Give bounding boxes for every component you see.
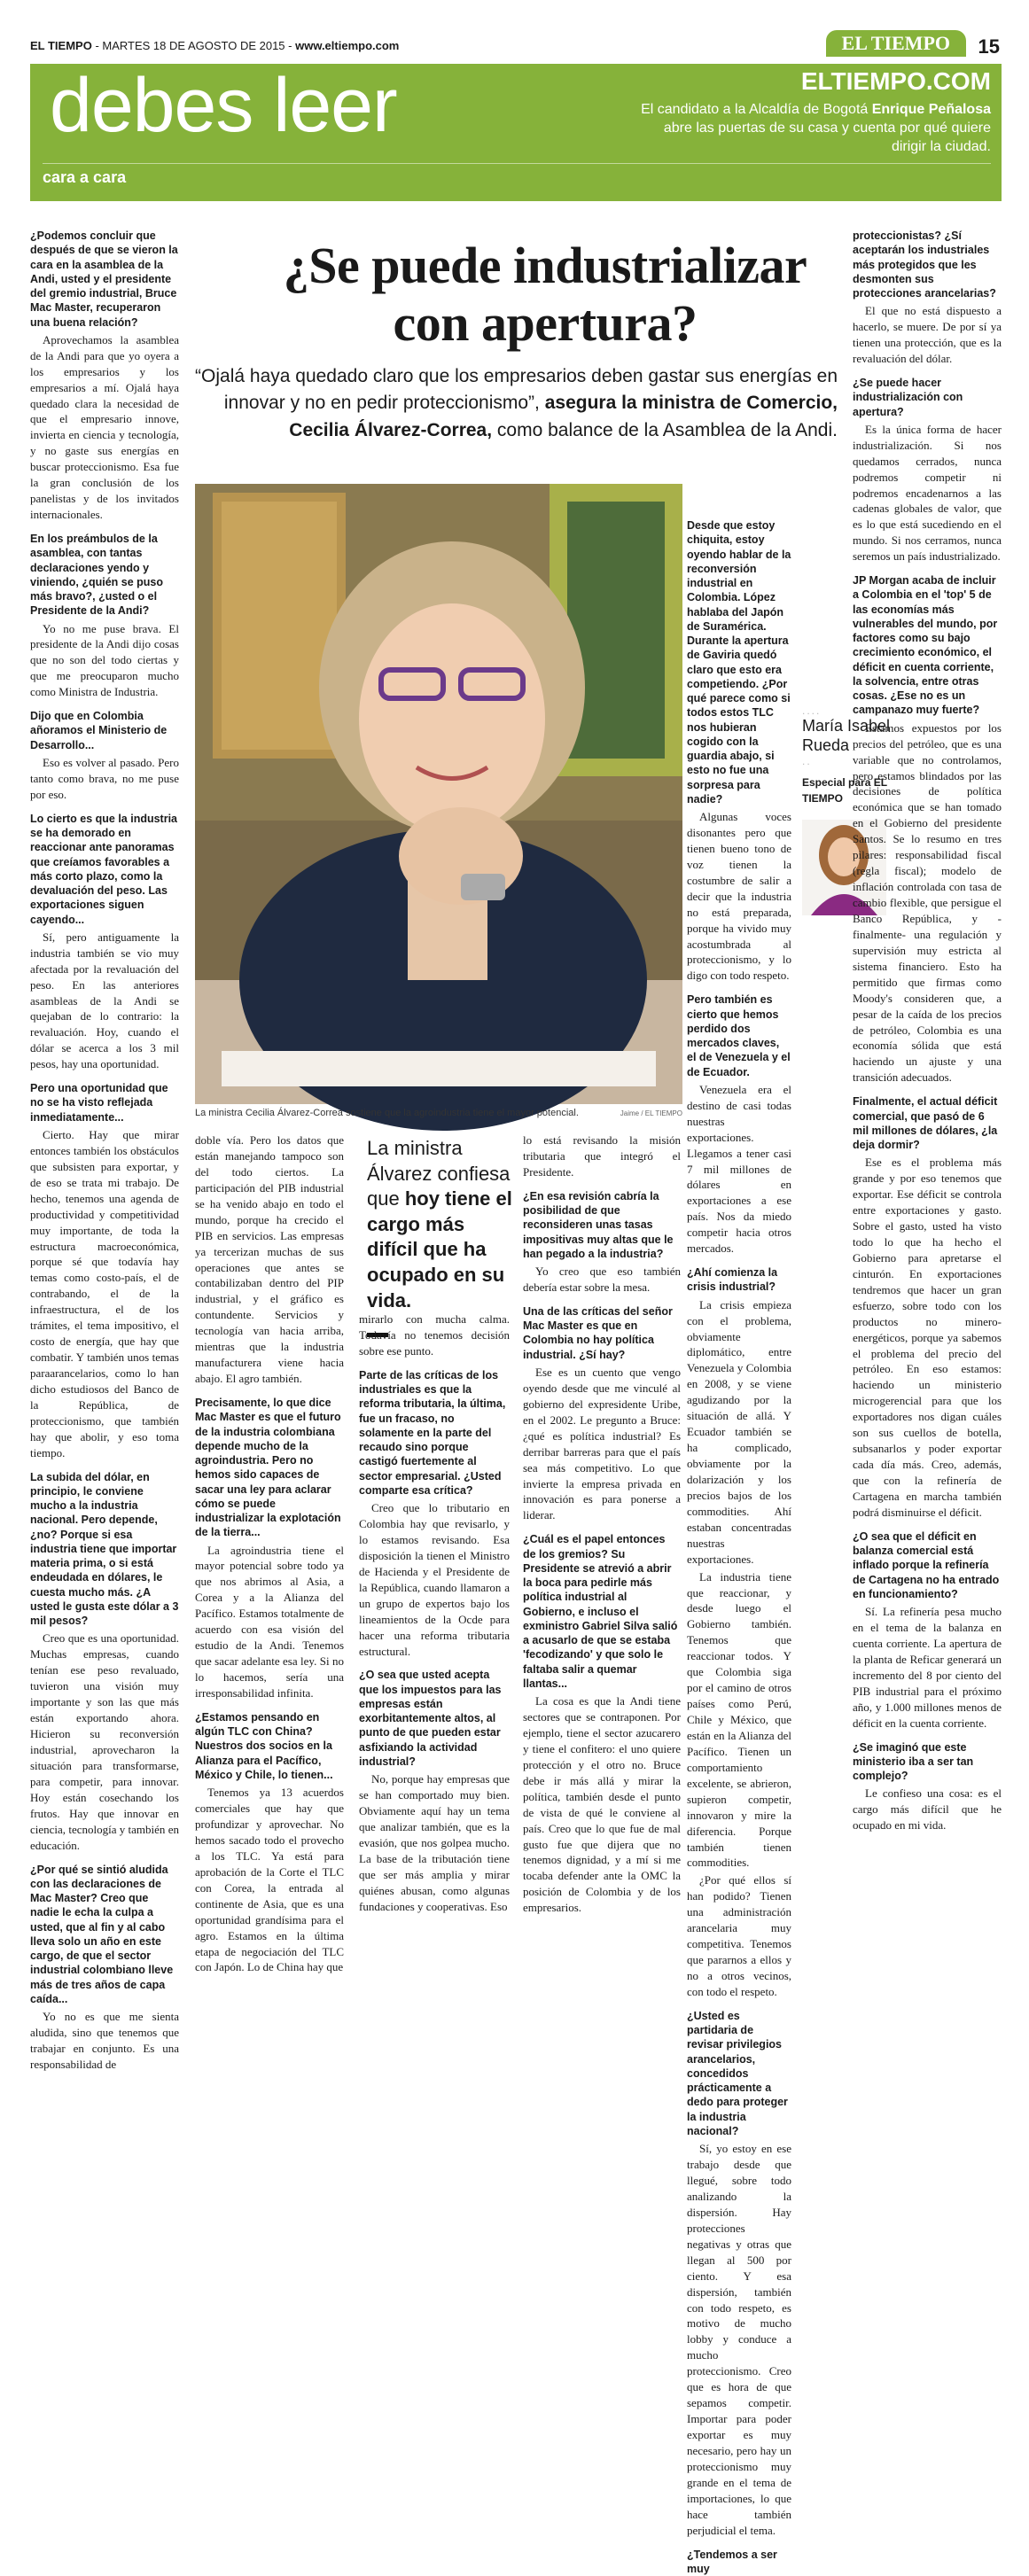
interview-answer: Ese es un cuento que vengo oyendo desde que me vinculé al gobierno del expresidente Uribe, en el 2002. Le pregunto a Bruce: ¿qué es política industrial? Es derribar barreras para que el país sea más competitivo. Lo que invierte la empresa privada en innovación es para ponerse a liderar. [523,1365,681,1522]
interview-answer: lo está revisando la misión tributaria que integró el Presidente. [523,1133,681,1179]
interview-question: Precisamente, lo que dice Mac Master es que el futuro de la industria colombiana depende mucho de la agroindustria. Pero no hemos sido capaces de sacar una ley para aclarar cómo se puede industrializar la explotación de la tierra... [195,1397,341,1539]
interview-question: proteccionistas? ¿Sí aceptarán los industriales más protegidos que les desmonten sus protecciones arancelarias? [853,230,996,300]
interview-answer: Algunas voces disonantes pero que tienen bueno tono de voz tienen la costumbre de salir a decir que la industria no está preparada, porque ha vivido muy acostumbrada al proteccionismo, y lo digo con todo respeto. [687,810,791,983]
issue-date: - MARTES 18 DE AGOSTO DE 2015 - [91,39,296,52]
interview-answer: Yo no me puse brava. El presidente de la Andi dijo cosas que no son del todo ciertas y que me preocuparon mucho como Ministra de Industria. [30,621,179,699]
newspaper-logo: EL TIEMPO [826,30,966,57]
interview-question: ¿O sea que el déficit en balanza comercial está inflado porque la refinería de Cartagena no ha entrado en funcionamiento? [853,1529,1000,1600]
brand-name: EL TIEMPO [30,39,92,52]
section-title: debes leer [50,63,397,148]
interview-question: Lo cierto es que la industria se ha demorado en reaccionar ante panoramas que creíamos favorables a más corto plazo, como la devaluación del peso. Las exportaciones siguen cayendo... [30,812,178,926]
interview-answer: Ese es el problema más grande y por eso tenemos que exportar. Ese déficit se controla entre exportaciones y gasto. Sobre el gasto, usted ha visto todo lo que ha hecho el Gobierno para apretarse el cinturón. En exportaciones tendremos que hacer un gran esfuerzo, sobre todo con los productos no minero-energéticos, porque ya sabemos el problema del precio del petróleo. En eso estamos: haciendo un ministerio microgerencial para que los exportadores nos digan cuáles son sus cuellos de botella, subsanarlos y poder exportar cada día más. Creo, además, que con la refinería de Cartagena en marcha también podrá disminuirse el déficit. [853,1156,1002,1519]
interview-answer: Yo creo que eso también debería estar sobre la mesa. [523,1265,681,1294]
article-deck: “Ojalá haya quedado claro que los empresarios deben gastar sus energías en innovar y no en pedir proteccionismo”, asegura la ministra de Comercio, Cecilia Álvarez-Correa, como balance de la Asamblea de la Andi. [195,366,838,440]
article-headline: ¿Se puede industrializar con apertura? [283,237,807,352]
interview-question: ¿Se puede hacer industrialización con apertura? [853,377,963,418]
interview-answer: Yo no es que me sienta aludida, sino que tenemos que trabajar en conjunto. Es una responsabilidad de [30,2010,179,2071]
masthead-bar [30,32,1005,64]
interview-answer: Le confieso una cosa: es el cargo más difícil que he ocupado en mi vida. [853,1786,1002,1833]
interview-answer: Creo que es una oportunidad. Muchas empresas, cuando tenían ese peso revaluado, tuvieron una visión muy importante y son las que más están exportando ahora. Hicieron su reconversión industrial, aprovecharon la situación para transformarse, para competir, para innovar. Hoy están cosechando los frutos. Hay que innovar en ciencia, tecnología y también en educación. [30,1631,179,1852]
section-banner [30,64,1002,201]
interview-answer: ¿Por qué ellos sí han podido? Tienen una administración arancelaria muy competitiva. Tenemos que pararnos a ellos y no a otros vecinos, con todo el respeto. [687,1873,791,1998]
interview-question: Parte de las críticas de los industriales es que la reforma tributaria, la última, fue un fracaso, no solamente en la parte del recaudo sino porque castigó fuertemente al sector empresarial. ¿Usted comparte esa crítica? [359,1368,506,1497]
interview-question: ¿Usted es partidaria de revisar privilegios arancelarios, concedidos prácticamente a dedo para proteger la industria nacional? [687,2009,788,2137]
interview-question: La subida del dólar, en principio, le conviene mucho a la industria nacional. Pero depende, ¿no? Porque si esa industria tiene que importar materia prima, o si está endeudada en dólares, le cuesta mucho más. ¿A usted le gusta este dólar a 3 mil pesos? [30,1470,179,1628]
interview-answer: Sí, pero antiguamente la industria también se vio muy afectada por la revaluación del peso. En las anteriores asambleas de la Andi se quejaban de lo contrario: la revaluación. Hoy, cuando el dólar se acerca a los 3 mil pesos, hay una oportunidad. [30,930,179,1071]
photo-caption: La ministra Cecilia Álvarez-Correa sostiene que la agroindustria tiene el mayor potencial. Jaime / EL TIEMPO [195,1108,682,1118]
interview-question: Dijo que en Colombia añoramos el Ministerio de Desarrollo... [30,710,168,751]
page-number: 15 [978,35,1000,58]
author-role: Especial para EL TIEMPO [802,776,887,805]
interview-answer: El que no está dispuesto a hacerlo, se muere. De por sí ya tienen una protección, que es la revaluación del dólar. [853,304,1002,366]
interview-question: Finalmente, el actual déficit comercial, que pasó de 6 mil millones de dólares, ¿la deja dormir? [853,1095,998,1151]
interview-answer: Tenemos ya 13 acuerdos comerciales que hay que profundizar y aprovechar. No hemos sacado todo el provecho a los TLC. Ya está para aprobación de la Corte el TLC con Corea, la entrada al continente de Asia, que es una oportunidad grandísima para el agro. Estamos en la última etapa de negociación del TLC con Japón. Lo de China hay que [195,1786,344,1974]
interview-answer: doble vía. Pero los datos que están manejando tampoco son del todo ciertos. La participación del PIB industrial se ha venido abajo en todo el mundo, porque ha crecido el PIB en servicios. Las empresas ya tercerizan muchas de sus operaciones que antes se contabilizaban dentro del PIP industrial, y el gráfico es contundente. Servicios y tecnología van hacia arriba, mientras que la industria manufacturera viene hacia abajo. El agro también. [195,1133,344,1386]
interview-answer: La cosa es que la Andi tiene sectores que se contraponen. Por ejemplo, tiene el sector azucarero y tiene el confitero: el uno quiere protección y el otro no. Bruce debe ir más allá y mirar la política, también desde el punto de vista de qué le conviene al país. Creo que lo que fue de mal gusto fue que dijera que no tenemos dignidad, y a mí si me tocaba defender ante la OMC la posición de Colombia y de los empresarios. [523,1694,681,1915]
interview-answer: Cierto. Hay que mirar entonces también los obstáculos que subsisten para exportar, y de eso se trata mi trabajo. De hecho, tenemos una agenda de productividad y competitividad muy importante, de toda la estructura macroeconómica, porque sé que todavía hay temas como costo-país, el de contrabando, el de la infraestructura, el de los trámites, el tema impositivo, el costo de energía, que hay que combatir. Y también unos temas paraarancelarios, como lo han dicho estudiosos del Banco de la República, de proteccionismo, que también hay que abolir, y eso toma tiempo. [30,1127,179,1459]
interview-question: ¿Cuál es el papel entonces de los gremios? Su Presidente se atrevió a abrir la boca para pedirle más política industrial al Gobierno, e incluso el exministro Gabriel Silva salió a acusarlo de que se estaba 'fecodizando' y que solo le faltaba salir a quemar llantas... [523,1533,678,1690]
interview-question: JP Morgan acaba de incluir a Colombia en el 'top' 5 de las economías más vulnerables del mundo, por factores como su bajo crecimiento económico, el déficit en cuenta corriente, la solvencia, entre otras cosas. ¿Ese no es un campanazo muy fuerte? [853,574,998,717]
column-2 [195,1132,344,1974]
interview-question: ¿Ahí comienza la crisis industrial? [687,1266,778,1294]
interview-answer: No, porque hay empresas que se han comportado muy bien. Obviamente aquí hay un tema que analizar también, que es la evasión, que nos golpea mucho. La base de la tributación tiene que ser más amplia y mirar quiénes abusan, como algunas fundaciones y cooperativas. Eso [359,1772,510,1913]
interview-question: ¿Estamos pensando en algún TLC con China? Nuestros dos socios en la Alianza para el Pacífico, México y Chile, lo tienen... [195,1710,333,1781]
column-3 [523,1132,681,1948]
interview-question: ¿Tendemos a ser muy [687,2548,777,2575]
minister-photo [195,484,682,1104]
subsection-label: cara a cara [43,168,127,186]
interview-question: ¿O sea que usted acepta que los impuestos para las empresas están exorbitantemente altos, al punto de que pueden estar asfixiando la actividad industrial? [359,1669,502,1768]
banner-divider [43,163,991,164]
interview-question: Una de las críticas del señor Mac Master es que en Colombia no hay política industrial. ¿Sí hay? [523,1304,673,1361]
interview-question: ¿Podemos concluir que después de que se vieron la cara en la asamblea de la Andi, usted y el presidente del gremio industrial, Bruce Mac Master, recuperaron una buena relación? [30,230,178,329]
interview-answer: Creo que lo tributario en Colombia hay que revisarlo, y lo estamos revisando. Esa disposición la tienen el Ministro de Hacienda y el Presidente de la República, cuando llamaron a un grupo de expertos bajo los lineamientos de la Ocde para hacer una reforma tributaria estructural. [359,1501,510,1658]
column-2b [359,1311,510,1948]
interview-answer: La agroindustria tiene el mayor potencial sobre todo ya que nos abrimos al Asia, a Corea y a la Alianza del Pacífico. Estamos totalmente de acuerdo con esa visión del estudio de la Andi. Tenemos que sacar adelante esa ley. Si no lo hacemos, sería una irresponsabilidad infinita. [195,1543,344,1700]
interview-answer: mirarlo con mucha calma. Todavía no tenemos decisión sobre ese punto. [359,1312,510,1358]
interview-answer: Venezuela era el destino de casi todas nuestras exportaciones. Llegamos a tener casi 7 mil millones de dólares en exportaciones a ese país. Nos da miedo competir hacia otros mercados. [687,1082,791,1256]
interview-answer: Estamos expuestos por los precios del petróleo, que es una variable que no controlamos, pero estamos blindados por las decisiones de política económica que se han tomado en el Gobierno del presidente Santos. Se lo resumo en tres pilares: responsabilidad fiscal (regla fiscal); modelo de inflación controlada con tasa de cambio flexible, que persigue el Banco República, y -finalmente- una regulación y supervisión muy estricta al sistema financiero. Esto ha permitido que firmas como Moody's consideren que, a pesar de la caída de los precios de petróleo, Colombia es una economía sólida que está haciendo un ajuste y una transición adecuados. [853,720,1002,1085]
interview-question: Desde que estoy chiquita, estoy oyendo hablar de la reconversión industrial en Colombia. López hablaba del Japón de Suramérica. Durante la apertura de Gaviria quedó claro que esto era competiendo. ¿Por qué parece como si todos estos TLC nos hubieran cogido con la guardia abajo, si esto no fue una sorpresa para nadie? [687,519,791,805]
website-url[interactable]: www.eltiempo.com [295,39,400,52]
author-name: María Isabel Rueda [802,717,891,754]
site-promo-teaser[interactable]: El candidato a la Alcaldía de Bogotá Enrique Peñalosa abre las puertas de su casa y cuenta por qué quiere dirigir la ciudad. [641,102,991,154]
interview-question: Pero una oportunidad que no se ha visto reflejada inmediatamente... [30,1082,168,1124]
interview-answer: Es la única forma de hacer industrialización. Si nos quedamos cerrados, nunca podremos competir ni podremos encadenarnos a las cadenas globales de valor, que es lo que está sucediendo en el mundo. Si nos cerramos, nunca seremos un país industrializado. [853,422,1002,564]
interview-question: ¿Por qué se sintió aludida con las declaraciones de Mac Master? Creo que nadie le echa la culpa a usted, que al fin y al cabo lleva solo un año en este cargo, de que el sector industrial colombiano lleve más de tres años de capa caída... [30,1863,174,2005]
column-4 [687,518,791,2575]
column-5 [853,229,1002,1948]
interview-answer: Sí. La refinería pesa mucho en el tema de la balanza en cuenta corriente. La apertura de la planta de Reficar generará un incremento del 8 por ciento del PIB industrial para el próximo año, y 1.000 millones menos de déficit en la cuenta corriente. [853,1605,1002,1730]
interview-answer: La crisis empieza con el problema, obviamente diplomático, entre Venezuela y Colombia en 2008, y se viene agudizando por la situación de allá. Y Ecuador también se ha complicado, obviamente por la dolarización y los precios bajos de los commodities. Ahí estaban concentradas nuestras exportaciones. [687,1297,791,1566]
interview-answer: Eso es volver al pasado. Pero tanto como brava, no me puse por eso. [30,755,179,801]
column-1 [30,229,179,2071]
photo-credit: Jaime / EL TIEMPO [620,1109,682,1117]
site-promo-title[interactable]: ELTIEMPO.COM [800,67,991,95]
author-byline: .... María Isabel Rueda .. Especial para EL TIEMPO [802,704,900,806]
interview-answer: La industria tiene que reaccionar, y desde luego el Gobierno también. Tenemos que reaccionar todos. Y que Colombia siga por el camino de otros países como Perú, Chile y México, que están en la Alianza del Pacífico. Tienen un comportamiento excelente, se abrieron, supieron competir, innovaron y mire la diferencia. Porque también tienen commodities. [687,1569,791,1870]
interview-answer: Sí, yo estoy en ese trabajo desde que llegué, sobre todo analizando la dispersión. Hay protecciones negativas y otras que llegan al 500 por ciento. Y esa dispersión, también con todo respeto, es motivo de mucho lobby y conduce a mucho proteccionismo. Creo que es hora de que sepamos competir. Importar para poder exportar es muy necesario, pero hay un proteccionismo muy grande en el tema de importaciones, lo que hace también perjudicial el tema. [687,2142,791,2537]
pull-quote: La ministra Álvarez confiesa que hoy tiene el cargo más difícil que ha ocupado en su vida. [367,1136,513,1337]
interview-question: En los preámbulos de la asamblea, con tantas declaraciones yendo y viniendo, ¿quién se puso más bravo?, ¿usted o el Presidente de la Andi? [30,533,164,618]
interview-question: ¿Se imaginó que este ministerio iba a ser tan complejo? [853,1740,974,1783]
interview-question: ¿En esa revisión cabría la posibilidad de que reconsideren unas tasas impositivas muy altas que le han pegado a la industria? [523,1189,674,1260]
interview-answer: Aprovechamos la asamblea de la Andi para que yo oyera a los empresarios y los empresarios a mí. Ojalá haya quedado clara la necesidad de que el empresario innove, invierta en ciencia y tecnología, y no gaste sus energías en buscar proteccionismo. Esa fue la gran conclusión de los panelistas y de los invitados internacionales. [30,332,179,522]
interview-question: Pero también es cierto que hemos perdido dos mercados claves, el de Venezuela y el de Ecuador. [687,993,791,1078]
